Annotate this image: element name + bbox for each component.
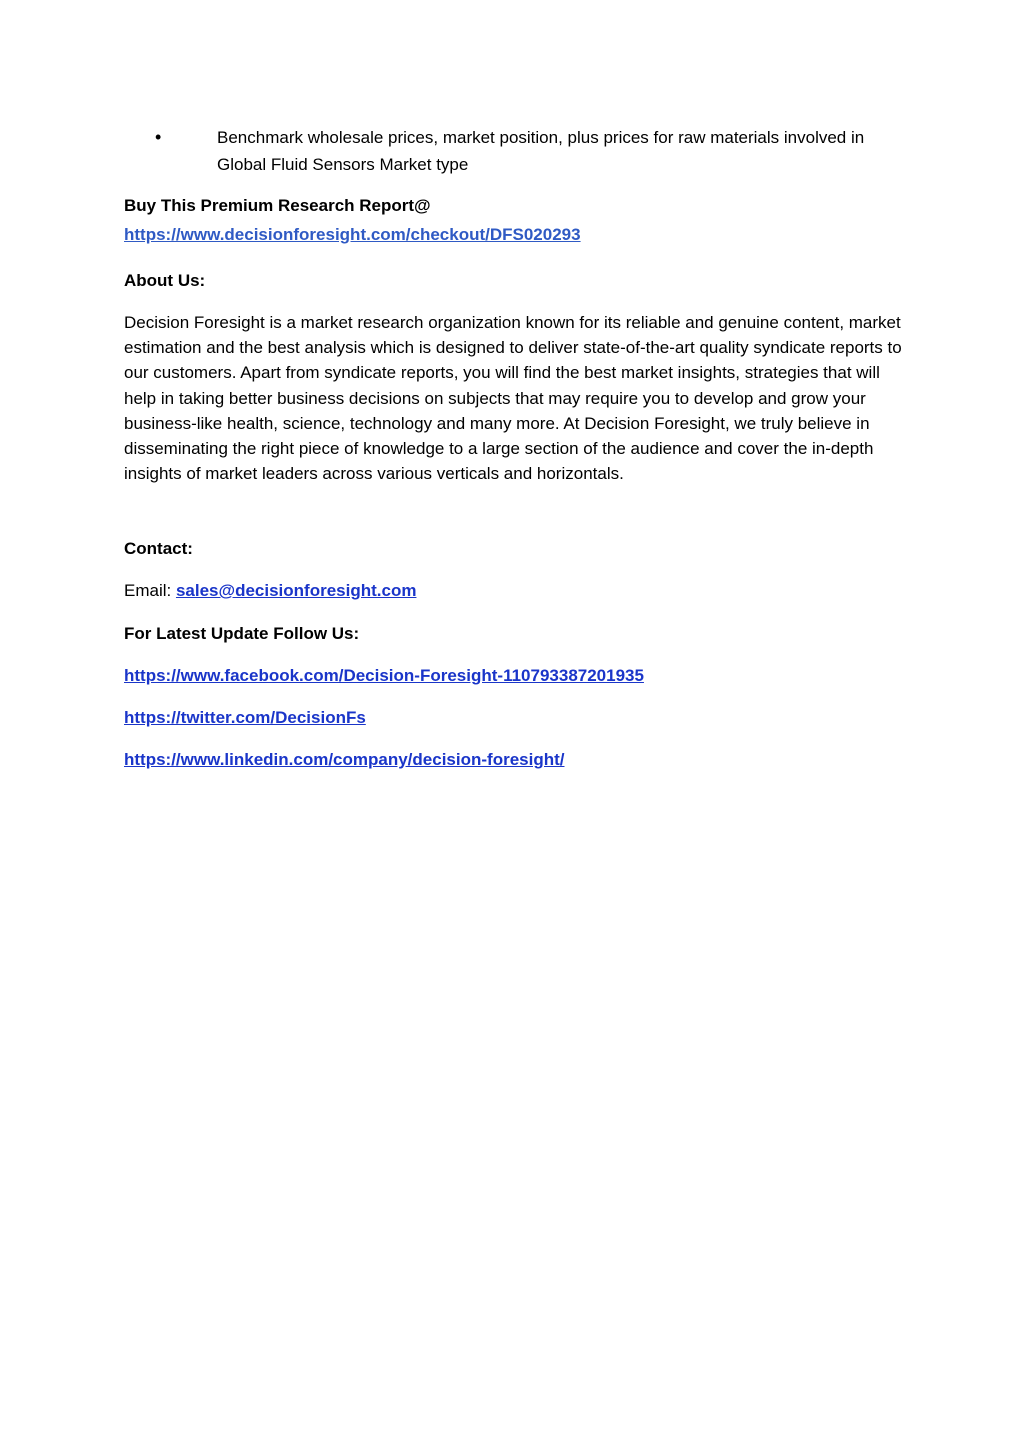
about-us-paragraph: Decision Foresight is a market research organization known for its reliable and genuine content, market estimation and the best analysis which is designed to deliver state-of-the-art quality syndicate reports to our customers. Apart from syndicate reports, you will find the best market insights, strategies that will help in taking better business decisions on subjects that may require you to develop and grow your business-like health, science, technology and many more. At Decision Foresight, we truly believe in disseminating the right piece of knowledge to a large section of the audience and cover the in-depth insights of market leaders across various verticals and horizontals. (124, 313, 902, 484)
email-line (124, 578, 914, 603)
linkedin-link[interactable]: https://www.linkedin.com/company/decision-foresight/ (124, 750, 565, 769)
facebook-link[interactable]: https://www.facebook.com/Decision-Foresight-110793387201935 (124, 666, 644, 685)
about-us-heading: About Us: (124, 271, 206, 290)
bullet-marker: • (155, 127, 162, 147)
email-link[interactable]: sales@decisionforesight.com (175, 581, 417, 600)
bullet-text: Benchmark wholesale prices, market position, plus prices for raw materials involved in Global Fluid Sensors Market type (217, 128, 865, 174)
email-label: Email: (124, 581, 176, 600)
checkout-link[interactable]: https://www.decisionforesight.com/checkout/DFS020293 (124, 225, 581, 244)
twitter-link[interactable]: https://twitter.com/DecisionFs (124, 708, 366, 727)
contact-heading: Contact: (124, 539, 193, 558)
follow-us-heading: For Latest Update Follow Us: (124, 624, 360, 643)
buy-report-label: Buy This Premium Research Report@ (124, 196, 431, 215)
